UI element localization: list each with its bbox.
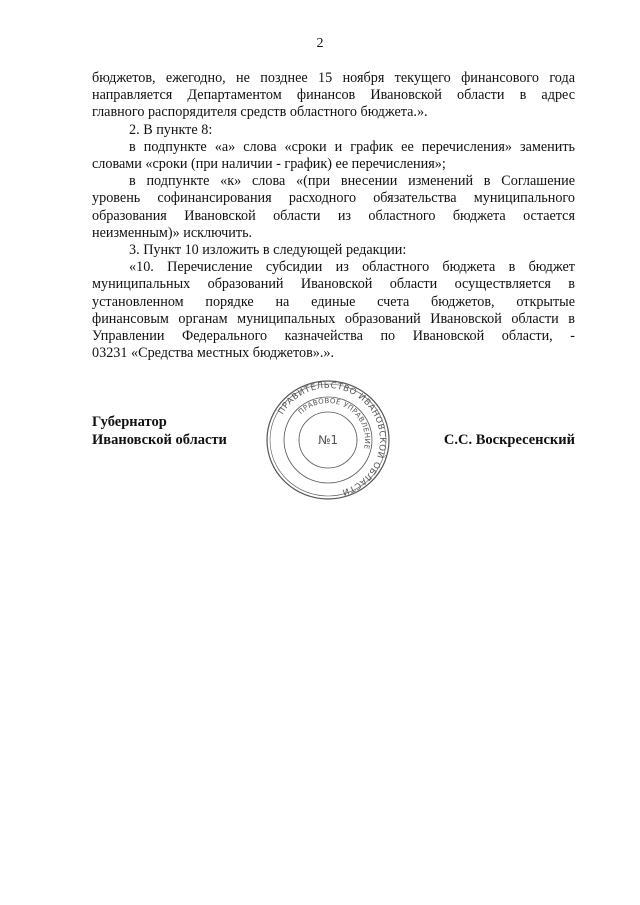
text-line: в подпункте «а» слова «сроки и график ее перечисления» заменить xyxy=(129,138,575,155)
page-number: 2 xyxy=(316,36,324,51)
text-line: образования Ивановской области из областного бюджета остается xyxy=(92,207,575,224)
official-seal xyxy=(264,378,392,502)
signatory-name: С.С. Воскресенский xyxy=(443,432,575,448)
document-body xyxy=(92,70,575,362)
text-line: муниципальных образований Ивановской области осуществляется в xyxy=(92,276,575,293)
signatory-title-line: Ивановской области xyxy=(92,432,227,448)
text-line: главного распорядителя средств областного бюджета.». xyxy=(92,104,428,121)
text-line: уровень софинансирования расходного обязательства муниципального xyxy=(92,190,575,207)
seal-graphic xyxy=(264,378,392,502)
text-line: Управлении Федерального казначейства по Ивановской области, - xyxy=(92,328,575,345)
text-line: 3. Пункт 10 изложить в следующей редакции: xyxy=(129,242,407,259)
text-line: направляется Департаментом финансов Ивановской области в адрес xyxy=(92,87,575,104)
text-line: 2. В пункте 8: xyxy=(129,121,213,138)
text-line: 03231 «Средства местных бюджетов».». xyxy=(92,345,335,362)
seal-inner-text: ПРАВОВОЕ УПРАВЛЕНИЕ xyxy=(296,396,372,451)
text-line: словами «сроки (при наличии - график) ее перечисления»; xyxy=(92,156,446,173)
text-line: финансовым органам муниципальных образований Ивановской области в xyxy=(92,310,575,327)
text-line: бюджетов, ежегодно, не позднее 15 ноября текущего финансового года xyxy=(92,70,575,86)
signatory-title-line: Губернатор xyxy=(92,414,167,430)
text-line: в подпункте «к» слова «(при внесении изменений в Соглашение xyxy=(129,173,575,190)
seal-number: №1 xyxy=(317,433,339,447)
text-line: установленном порядке на единые счета бюджетов, открытые xyxy=(92,293,575,310)
text-line: неизменным)» исключить. xyxy=(92,224,253,241)
signatory-title xyxy=(92,413,227,449)
text-line: «10. Перечисление субсидии из областного бюджета в бюджет xyxy=(129,259,575,276)
seal-outer-text: ПРАВИТЕЛЬСТВО ИВАНОВСКОЙ ОБЛАСТИ xyxy=(276,380,388,497)
